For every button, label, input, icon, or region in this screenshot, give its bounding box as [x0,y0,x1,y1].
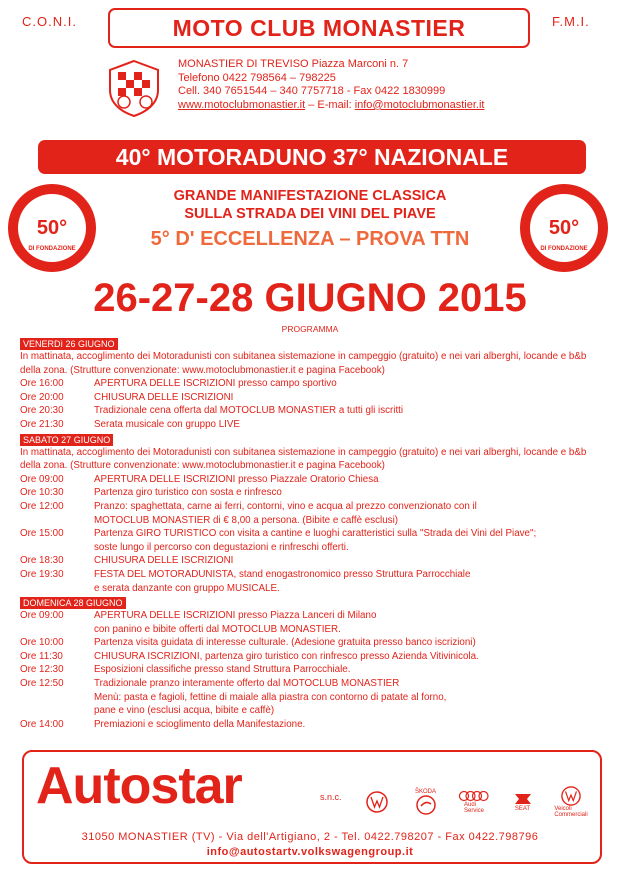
schedule-description: Partenza giro turistico con sosta e rinfresco [94,487,282,499]
schedule-row [20,473,596,487]
day-header: VENERDì 26 GIUGNO [20,338,118,350]
club-logo-icon [104,58,164,118]
event-banner-title: 40° MOTORADUNO 37° NAZIONALE [115,143,509,170]
club-name-box [108,8,530,48]
schedule-row [20,541,596,555]
schedule-time: Ore 09:00 [20,610,64,622]
schedule-time: Ore 14:00 [20,718,64,730]
contact-line-cell: Cell. 340 7651544 – 340 7757718 - Fax 0422 1830999 [178,85,446,98]
schedule-description: e serata danzante con gruppo MUSICALE. [94,582,280,594]
schedule-description: MOTOCLUB MONASTIER di € 8,00 a persona. (Bibite e caffè esclusi) [94,514,399,526]
badge-left-number: 50° [36,217,68,239]
schedule-row [20,554,596,568]
schedule-description: APERTURA DELLE ISCRIZIONI presso Piazzale Oratorio Chiesa [94,473,379,485]
schedule-row [20,582,596,596]
schedule-time: Ore 20:30 [20,405,64,417]
seat-label: SEAT [514,806,531,812]
schedule-time: Ore 10:00 [20,637,64,649]
schedule-row [20,486,596,500]
schedule-time [20,541,94,555]
contact-line-address: MONASTIER DI TREVISO Piazza Marconi n. 7 [178,58,409,70]
schedule-time: Ore 09:00 [20,473,64,485]
brand-logos [358,782,590,822]
vw-commercial-label: Veicoli Commerciali [554,806,588,818]
schedule-row [20,527,596,541]
schedule-row [20,650,596,664]
schedule-description: Serata musicale con gruppo LIVE [94,418,240,430]
brand-skoda [407,789,445,815]
schedule-row [20,704,596,718]
sponsor-suffix: s.n.c. [320,792,342,802]
schedule-row [20,677,596,691]
schedule-description: CHIUSURA DELLE ISCRIZIONI [94,391,234,403]
schedule-time: Ore 12:30 [20,664,64,676]
schedule-row [20,568,596,582]
schedule-description: CHIUSURA DELLE ISCRIZIONI [94,555,234,567]
schedule-description: Pranzo: spaghettata, carne ai ferri, contorni, vino e acqua al prezzo convenzionato con il [94,500,477,512]
schedule-description: Tradizionale cena offerta dal MOTOCLUB MONASTIER a tutti gli iscritti [94,405,404,417]
contact-line-web [178,99,484,113]
schedule-description: FESTA DEL MOTORADUNISTA, stand enogastronomico presso Struttura Parrocchiale [94,568,471,580]
schedule-row [20,391,596,405]
coni-label: C.O.N.I. [22,14,77,29]
event-dates: 26-27-28 GIUGNO 2015 [93,276,527,320]
email-link[interactable]: info@motoclubmonastier.it [354,98,485,111]
schedule-description: Partenza visita guidata di interesse culturale. (Adesione gratuita presso banco iscrizioni) [94,637,476,649]
email-label: – E-mail: [305,98,355,111]
badge-right-number: 50° [548,217,580,239]
schedule-time [20,582,94,596]
schedule-row [20,623,596,637]
schedule-description: Premiazioni e scioglimento della Manifestazione. [94,718,306,730]
schedule-row [20,691,596,705]
schedule-time [20,704,94,718]
schedule-row [20,663,596,677]
subtitle-excellence: 5° D' ECCELLENZA – PROVA TTN [150,228,470,250]
vw-logo-icon [366,791,388,813]
schedule-time: Ore 18:30 [20,555,64,567]
schedule-time: Ore 16:00 [20,378,64,390]
badge-right-text: DI FONDAZIONE [540,246,588,252]
schedule-description: APERTURA DELLE ISCRIZIONI presso Piazza Lanceri di Milano [94,610,377,622]
schedule-row [20,636,596,650]
day-header: DOMENICA 28 GIUGNO [20,597,126,609]
schedule-time [20,623,94,637]
schedule-time: Ore 12:00 [20,500,64,512]
schedule-time: Ore 21:30 [20,418,64,430]
skoda-label: ŠKODA [414,789,436,795]
schedule-row [20,514,596,528]
schedule-description: CHIUSURA ISCRIZIONI, partenza giro turistico con rinfresco presso Azienda Vitivinicola. [94,650,479,662]
schedule-time: Ore 12:50 [20,678,64,690]
schedule-description: soste lungo il percorso con degustazioni e rinfreschi offerti. [94,541,349,553]
brand-audi [455,790,493,814]
website-link[interactable]: www.motoclubmonastier.it [178,98,306,111]
contact-block [178,58,484,112]
schedule-time: Ore 11:30 [20,650,63,662]
anniversary-badge-right-icon [518,182,610,274]
sponsor-name: Autostar [36,757,242,815]
schedule-description: Tradizionale pranzo interamente offerto dal MOTOCLUB MONASTIER [94,678,400,690]
schedule-time: Ore 15:00 [20,528,64,540]
day-intro: In mattinata, accoglimento dei Motoradunisti con subitanea sistemazione in campeggio (gratuito) e nei vari alberghi, locande e b&b della zona. (Strutture convenzionate: www.motoclubmonastier.it e pagina Facebook) [20,351,587,376]
skoda-logo-icon [416,795,436,815]
club-name: MOTO CLUB MONASTIER [172,14,466,41]
schedule-description: Esposizioni classifiche presso stand Struttura Parrocchiale. [94,664,351,676]
schedule-row [20,500,596,514]
sponsor-email[interactable]: info@autostartv.volkswagengroup.it [206,846,414,858]
schedule-row [20,404,596,418]
schedule-description: APERTURA DELLE ISCRIZIONI presso campo sportivo [94,378,337,390]
subtitle-classic: GRANDE MANIFESTAZIONE CLASSICA [173,188,447,204]
fmi-label: F.M.I. [552,14,590,29]
schedule-description: Menù: pasta e fagioli, fettine di maiale alla piastra con contorno di patate al forno, [94,691,447,703]
schedule-time: Ore 10:30 [20,487,64,499]
day-intro: In mattinata, accoglimento dei Motoradunisti con subitanea sistemazione in campeggio (gratuito) e nei vari alberghi, locande e b&b della zona. (Strutture convenzionate: www.motoclubmonastier.it e pagina Facebook) [20,446,587,472]
sponsor-address: 31050 MONASTIER (TV) - Via dell'Artigiano, 2 - Tel. 0422.798207 - Fax 0422.798796 [81,831,539,843]
schedule-description: pane e vino (esclusi acqua, bibite e caffè) [94,705,275,717]
schedule-time [20,691,94,705]
schedule-row [20,418,596,432]
schedule-time: Ore 19:30 [20,568,64,580]
subtitle-wine-road: SULLA STRADA DEI VINI DEL PIAVE [184,206,436,222]
audi-label: Audi Service [463,802,484,814]
program-schedule [20,336,596,731]
day-header: SABATO 27 GIUGNO [20,434,113,446]
brand-seat [504,792,542,812]
event-banner [38,140,586,174]
schedule-description: con panino e bibite offerti dal MOTOCLUB MONASTIER. [94,623,341,635]
schedule-time: Ore 20:00 [20,391,64,403]
vw-commercial-logo-icon [561,786,581,806]
program-label: PROGRAMMA [281,324,339,334]
audi-logo-icon [458,790,490,802]
schedule-row [20,377,596,391]
contact-line-phone: Telefono 0422 798564 – 798225 [178,71,336,84]
schedule-row [20,718,596,732]
brand-vw [358,791,396,813]
anniversary-badge-left-icon [6,182,98,274]
seat-logo-icon [513,792,533,806]
schedule-time [20,514,94,528]
badge-left-text: DI FONDAZIONE [28,246,76,252]
schedule-description: Partenza GIRO TURISTICO con visita a cantine e luoghi caratteristici sulla "Strada dei Vini del Piave"; [94,528,537,540]
brand-vw-commercial [552,786,590,818]
schedule-row [20,609,596,623]
